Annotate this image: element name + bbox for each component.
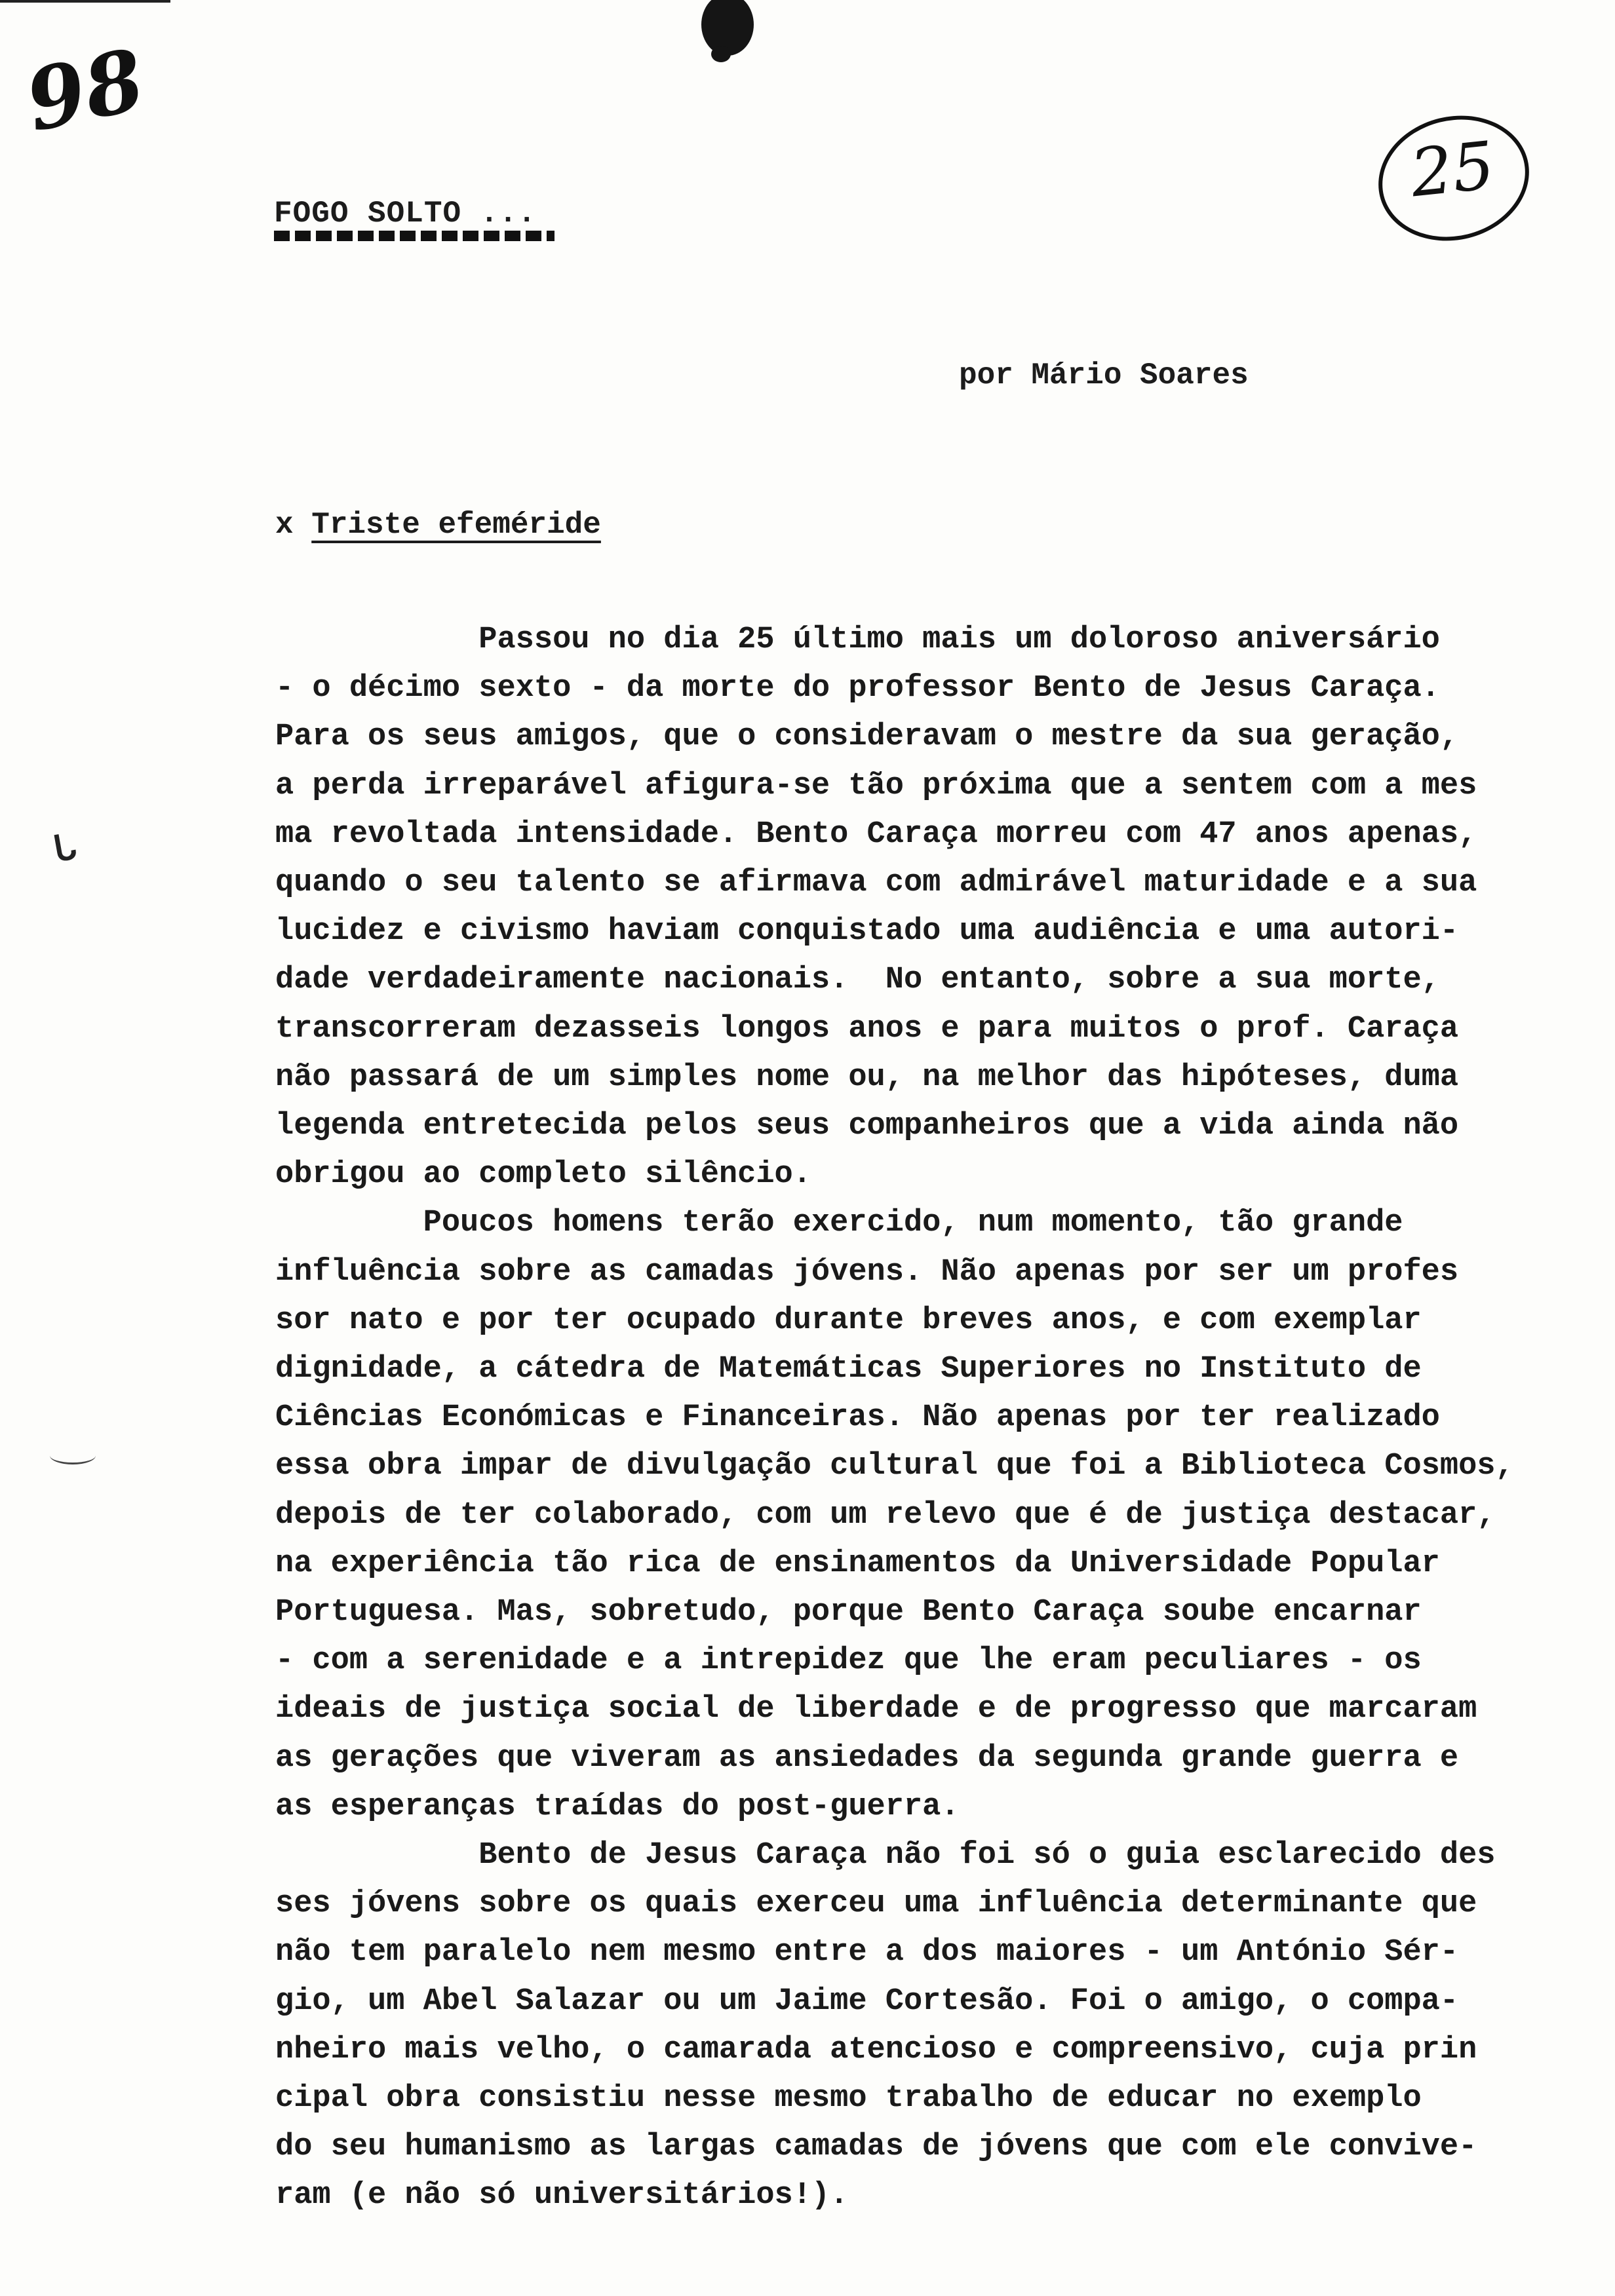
body-line: Poucos homens terão exercido, num momento, tão grande [275,1206,1403,1241]
section-bullet: x [275,508,294,542]
scan-edge-mark [0,0,170,3]
body-line: gio, um Abel Salazar ou um Jaime Cortesão. Foi o amigo, o compa- [275,1983,1459,2019]
body-line: lucidez e civismo haviam conquistado uma audiência e uma autori- [275,914,1459,949]
body-line: legenda entretecida pelos seus companheiros que a vida ainda não [275,1109,1459,1143]
body-line: as gerações que viveram as ansiedades da segunda grande guerra e [275,1740,1459,1776]
body-line: Para os seus amigos, que o consideravam o mestre da sua geração, [275,719,1459,755]
body-line: cipal obra consistiu nesse mesmo trabalho de educar no exemplo [275,2081,1422,2116]
body-line: transcorreram dezasseis longos anos e para muitos o prof. Caraça [275,1011,1459,1046]
body-line: ses jóvens sobre os quais exerceu uma influência determinante que [275,1886,1477,1922]
column-title: FOGO SOLTO ... [274,197,537,231]
byline: por Mário Soares [959,358,1249,392]
body-line: as esperanças traídas do post-guerra. [275,1789,960,1824]
body-line: dignidade, a cátedra de Matemáticas Superiores no Instituto de [275,1352,1422,1387]
body-line: Ciências Económicas e Financeiras. Não apenas por ter realizado [275,1400,1440,1436]
body-line: obrigou ao completo silêncio. [275,1157,811,1193]
body-line: a perda irreparável afigura-se tão próxima que a sentem com a mes [275,768,1477,803]
handwritten-mark: 98 [18,30,153,151]
section-heading-title: Triste efeméride [311,508,601,542]
page-number: 25 [1407,126,1498,212]
ink-blot-drip [711,46,731,62]
body-line: - com a serenidade e a intrepidez que lhe eram peculiares - os [275,1643,1422,1679]
margin-mark-curve [50,1447,96,1464]
body-line: essa obra impar de divulgação cultural que foi a Biblioteca Cosmos, [275,1449,1514,1484]
body-line: depois de ter colaborado, com um relevo que é de justiça destacar, [275,1497,1496,1533]
body-line: Passou no dia 25 último mais um doloroso aniversário [275,622,1440,657]
margin-mark: ᒐ [50,829,80,873]
body-line: Bento de Jesus Caraça não foi só o guia esclarecido des [275,1838,1496,1873]
body-line: não tem paralelo nem mesmo entre a dos maiores - um António Sér- [275,1935,1459,1970]
body-line: nheiro mais velho, o camarada atencioso e compreensivo, cuja prin [275,2032,1477,2067]
body-line: quando o seu talento se afirmava com admirável maturidade e a sua [275,866,1477,900]
body-line: dade verdadeiramente nacionais. No entanto, sobre a sua morte, [275,963,1440,998]
body-line: sor nato e por ter ocupado durante breves anos, e com exemplar [275,1303,1422,1338]
body-line: Portuguesa. Mas, sobretudo, porque Bento Caraça soube encarnar [275,1595,1422,1630]
column-title-underline [274,231,555,241]
body-line: - o décimo sexto - da morte do professor Bento de Jesus Caraça. [275,671,1440,706]
body-line: não passará de um simples nome ou, na melhor das hipóteses, duma [275,1060,1459,1095]
body-line: na experiência tão rica de ensinamentos da Universidade Popular [275,1546,1440,1581]
body-line: influência sobre as camadas jóvens. Não apenas por ser um profes [275,1254,1459,1290]
body-line: do seu humanismo as largas camadas de jóvens que com ele convive- [275,2130,1477,2165]
body-line: ideais de justiça social de liberdade e de progresso que marcaram [275,1692,1477,1727]
body-line: ma revoltada intensidade. Bento Caraça morreu com 47 anos apenas, [275,816,1477,852]
section-heading [275,508,601,542]
body-line: ram (e não só universitários!). [275,2178,849,2213]
